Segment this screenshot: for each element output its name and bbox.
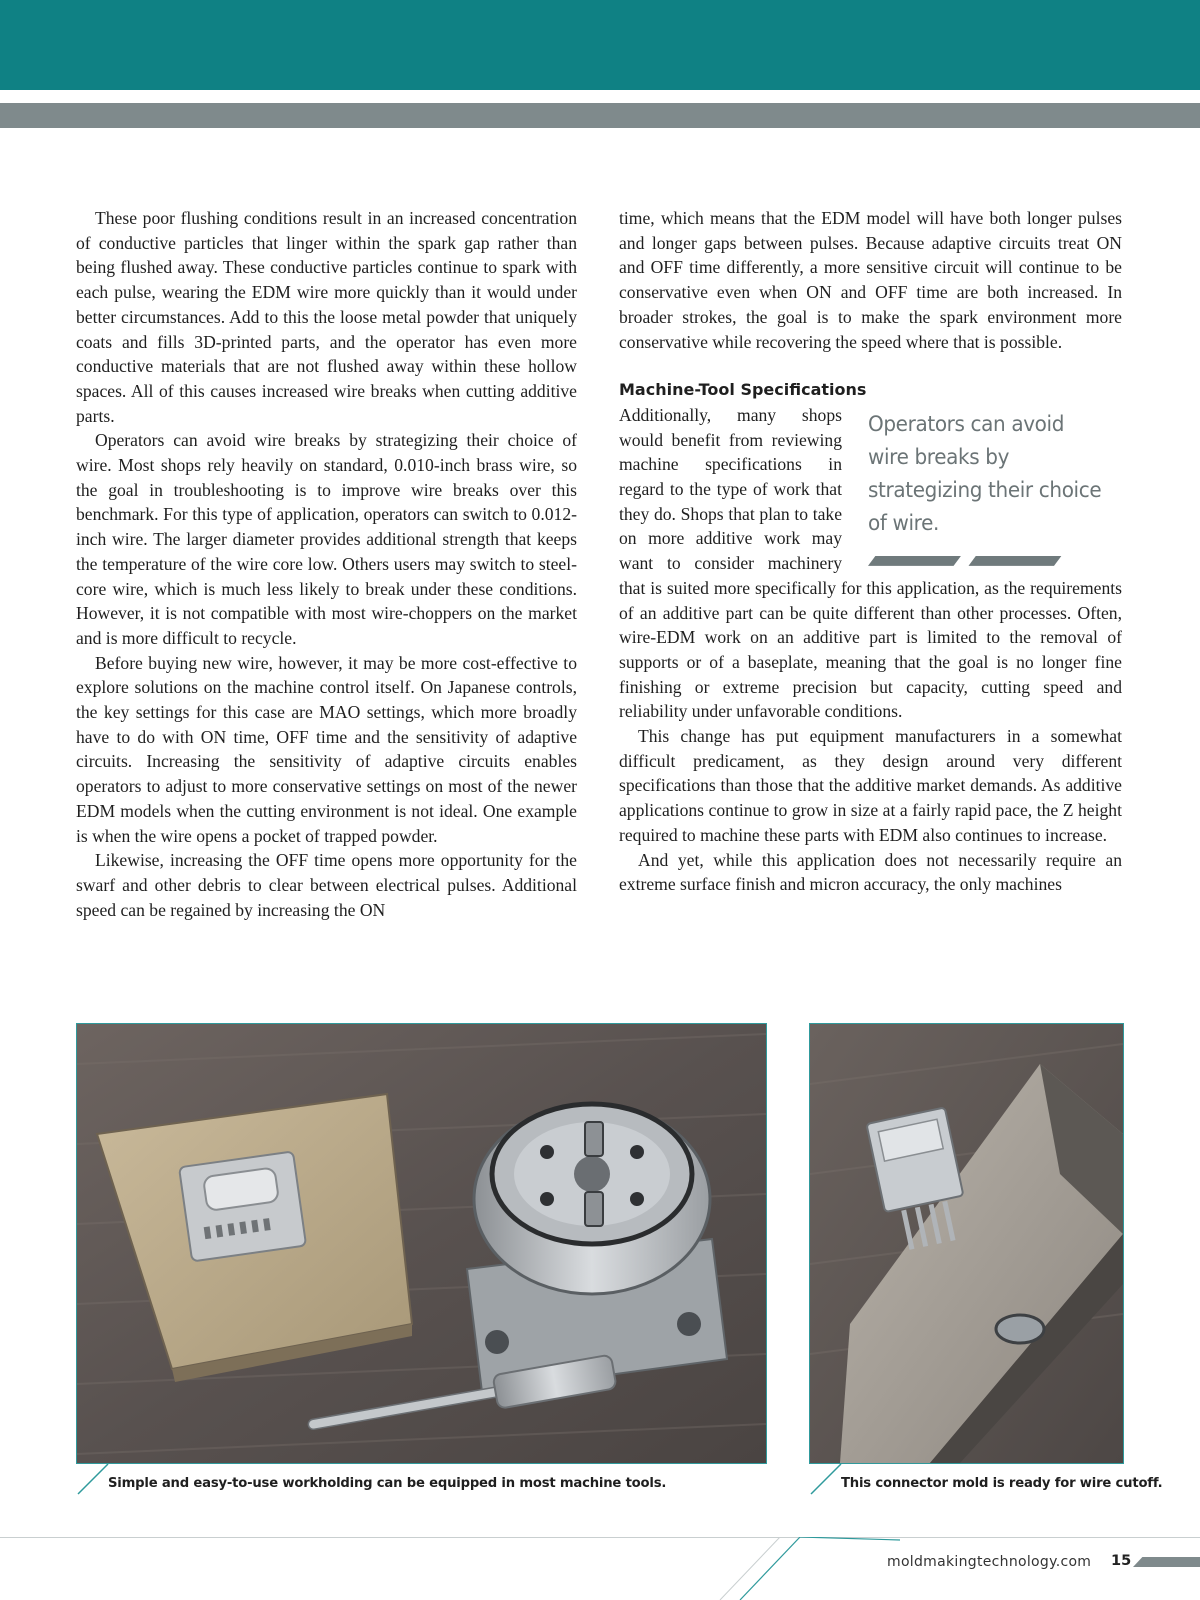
photo-connector-mold	[809, 1023, 1124, 1464]
connector-mold-illustration	[810, 1024, 1123, 1463]
article-left-column	[76, 206, 577, 922]
caption-slash-icon	[809, 1462, 843, 1496]
header-gray-band	[0, 103, 1200, 128]
footer-decoration	[700, 1537, 900, 1600]
paragraph: Before buying new wire, however, it may be more cost-effective to explore solutions on the machine control itself. On Japanese controls, the key settings for this case are MAO settings, which more broadly have to do with ON time, OFF time and the sensitivity of adaptive circuits. Increasing the sensitivity of adaptive circuits enables operators to adjust to more conservative settings on most of the newer EDM models when the cutting environment is not ideal. One example is when the wire opens a pocket of trapped powder.	[76, 652, 577, 846]
footer-website[interactable]: moldmakingtechnology.com	[887, 1554, 1092, 1570]
paragraph-text: Additionally, many shops would benefit from reviewing machine specifications in regard to the type of work that they do. Shops that plan to take on more additive work may want to consider machinery that is suited more specifically for this application, as the requirements of an additive part can be quite different than other processes. Often, wire-EDM work on an additive part is limited to the removal of supports or of a baseplate, meaning that the goal is no longer fine finishing or extreme precision but capacity, cutting speed and reliability under unfavorable conditions.	[619, 404, 1122, 722]
pull-quote	[868, 408, 1104, 566]
pull-quote-rule	[868, 556, 1104, 566]
caption-slash-icon	[76, 1462, 110, 1496]
section-heading: Machine-Tool Specifications	[619, 380, 867, 400]
footer-accent-bar	[1133, 1557, 1200, 1567]
paragraph: These poor flushing conditions result in an increased concentration of conductive particles that linger within the spark gap rather than being flushed away. These conductive particles continue to spark with each pulse, wearing the EDM wire more quickly than it would under better circumstances. Add to this the loose metal powder that uniquely coats and fills 3D-printed parts, and the operator has even more conductive materials that are not flushed away within these hollow spaces. All of this causes increased wire breaks when cutting additive parts.	[76, 208, 577, 426]
paragraph: Operators can avoid wire breaks by strategizing their choice of wire. Most shops rely heavily on standard, 0.010-inch brass wire, so the goal in troubleshooting is to improve wire breaks over this benchmark. For this type of application, operators can switch to 0.012-inch wire. The larger diameter provides additional strength that keeps the temperature of the wire core low. Others users may switch to steel-core wire, which is much less likely to break under these conditions. However, it is not compatible with most wire-choppers on the market and is more difficult to recycle.	[76, 430, 577, 648]
paragraph: Likewise, increasing the OFF time opens more opportunity for the swarf and other debris to clear between electrical pulses. Additional speed can be regained by increasing the ON	[76, 850, 577, 920]
figure-caption: This connector mold is ready for wire cutoff.	[841, 1476, 1163, 1491]
photo-workholding	[76, 1023, 767, 1464]
paragraph	[619, 403, 1122, 724]
workholding-illustration	[77, 1024, 766, 1463]
footer-rule	[0, 1537, 1200, 1538]
header-teal-band	[0, 0, 1200, 90]
paragraph: And yet, while this application does not necessarily require an extreme surface finish and micron accuracy, the only machines	[619, 849, 1122, 895]
paragraph: This change has put equipment manufacturers in a somewhat difficult predicament, as they design around very different specifications than those that the additive market demands. As additive applications continue to grow in size at a fairly rapid pace, the Z height required to machine these parts with EDM also continues to increase.	[619, 726, 1122, 845]
pull-quote-text: Operators can avoid wire breaks by strategizing their choice of wire.	[868, 411, 1102, 536]
paragraph: time, which means that the EDM model will have both longer pulses and longer gaps between pulses. Because adaptive circuits treat ON and OFF time differently, a more sensitive circuit will continue to be conservative even when ON and OFF time are both increased. In broader strokes, the goal is to make the spark environment more conservative while recovering the speed where that is possible.	[619, 208, 1122, 352]
page-number: 15	[1111, 1553, 1132, 1569]
figure-caption: Simple and easy-to-use workholding can be equipped in most machine tools.	[108, 1476, 667, 1491]
article-right-column	[619, 206, 1122, 897]
